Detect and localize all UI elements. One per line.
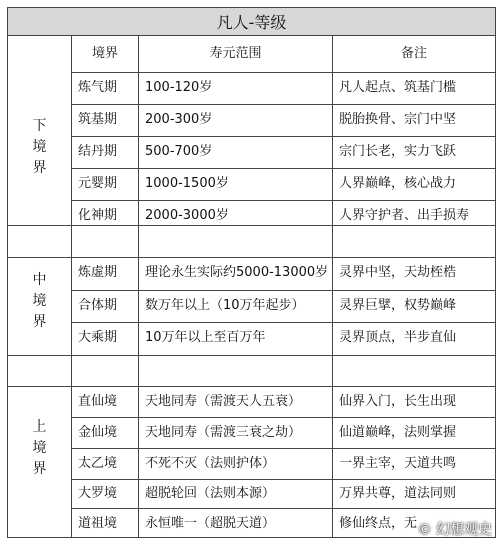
table-cell-realm: 大罗境 — [78, 486, 118, 501]
grid-line — [8, 225, 495, 226]
table-cell-notes: 宗门长老，实力飞跃 — [339, 144, 457, 159]
table-cell-realm: 直仙境 — [78, 394, 118, 409]
table-cell-realm: 结丹期 — [78, 144, 118, 159]
level-table — [7, 7, 496, 538]
table-cell-lifespan: 500-700岁 — [145, 144, 213, 159]
table-cell-notes: 一界主宰，天道共鸣 — [339, 456, 457, 471]
table-cell-notes: 万界共尊，道法同则 — [339, 486, 457, 501]
grid-line — [71, 508, 495, 509]
grid-line — [8, 257, 495, 258]
table-cell-lifespan: 100-120岁 — [145, 80, 213, 95]
table-cell-lifespan: 超脱轮回（法则本源） — [145, 486, 276, 501]
grid-line — [71, 35, 72, 537]
grid-line — [138, 35, 139, 537]
grid-line — [8, 386, 495, 387]
table-cell-realm: 大乘期 — [78, 330, 118, 345]
tier-lower-text: 下境界 — [32, 118, 47, 176]
table-cell-notes: 人界守护者、出手损寿 — [339, 208, 470, 223]
table-cell-lifespan: 不死不灭（法则护体） — [145, 456, 276, 471]
table-cell-notes: 凡人起点、筑基门槛 — [339, 80, 457, 95]
table-cell-lifespan: 2000-3000岁 — [145, 208, 229, 223]
table-cell-realm: 合体期 — [78, 298, 118, 313]
tier-upper-label — [8, 417, 71, 480]
grid-line — [71, 479, 495, 480]
grid-line — [71, 168, 495, 169]
table-cell-lifespan: 200-300岁 — [145, 112, 213, 127]
table-cell-notes: 仙道巅峰，法则掌握 — [339, 425, 457, 440]
grid-line — [332, 35, 333, 537]
table-cell-notes: 灵界顶点，半步直仙 — [339, 330, 457, 345]
header-notes: 备注 — [400, 46, 427, 61]
grid-line — [8, 355, 495, 356]
tier-lower-label — [8, 116, 71, 179]
table-cell-notes: 仙界入门，长生出现 — [339, 394, 457, 409]
header-realm: 境界 — [91, 46, 118, 61]
grid-line — [71, 136, 495, 137]
grid-line — [71, 72, 495, 73]
grid-line — [71, 417, 495, 418]
grid-line — [71, 290, 495, 291]
table-cell-realm: 道祖境 — [78, 516, 118, 531]
table-cell-notes: 灵界巨擘，权势巅峰 — [339, 298, 457, 313]
table-cell-lifespan: 永恒唯一（超脱天道） — [145, 516, 276, 531]
watermark: © 幻想观史 — [417, 522, 492, 538]
grid-line — [71, 448, 495, 449]
table-cell-realm: 化神期 — [78, 208, 118, 223]
tier-middle-label — [8, 270, 71, 333]
table-cell-lifespan: 1000-1500岁 — [145, 176, 229, 191]
table-cell-notes: 灵界中坚，天劫桎梏 — [339, 265, 457, 280]
tier-upper-text: 上境界 — [32, 419, 47, 477]
table-cell-notes: 修仙终点，无 — [339, 516, 418, 531]
table-cell-realm: 太乙境 — [78, 456, 118, 471]
table-cell-lifespan: 数万年以上（10万年起步） — [145, 298, 305, 313]
header-lifespan: 寿元范围 — [209, 46, 262, 61]
tier-middle-text: 中境界 — [32, 272, 47, 330]
table-cell-lifespan: 10万年以上至百万年 — [145, 330, 266, 345]
table-cell-realm: 筑基期 — [78, 112, 118, 127]
table-cell-lifespan: 理论永生实际约5000-13000岁 — [145, 265, 329, 280]
table-cell-notes: 脱胎换骨、宗门中坚 — [339, 112, 457, 127]
table-title: 凡人-等级 — [8, 8, 495, 36]
table-cell-lifespan: 天地同寿（需渡三衰之劫） — [145, 425, 302, 440]
grid-line — [71, 200, 495, 201]
table-cell-lifespan: 天地同寿（需渡天人五衰） — [145, 394, 302, 409]
grid-line — [71, 104, 495, 105]
grid-line — [71, 322, 495, 323]
table-cell-realm: 元婴期 — [78, 176, 118, 191]
table-cell-realm: 炼气期 — [78, 80, 118, 95]
table-cell-realm: 炼虚期 — [78, 265, 118, 280]
table-cell-notes: 人界巅峰，核心战力 — [339, 176, 457, 191]
table-cell-realm: 金仙境 — [78, 425, 118, 440]
